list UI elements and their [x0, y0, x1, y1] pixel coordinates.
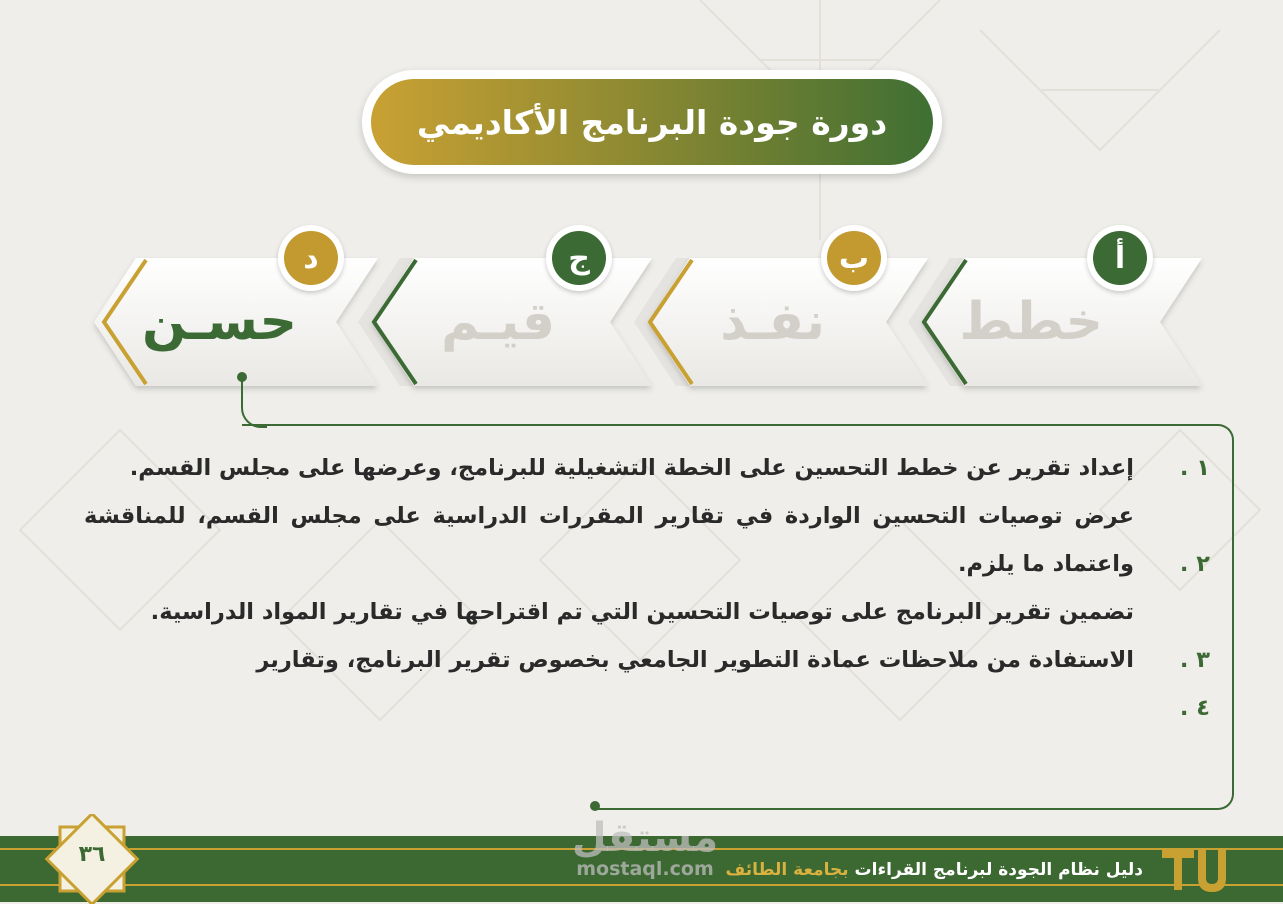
- list-item-1: إعداد تقرير عن خطط التحسين على الخطة التشغيلية للبرنامج، وعرضها على مجلس القسم.: [129, 455, 1134, 481]
- page-number: ٣٦: [78, 842, 106, 867]
- connector-dot-bottom: [590, 801, 600, 811]
- improvement-list: [84, 444, 1134, 684]
- step-letter-d: د: [278, 225, 344, 291]
- list-number-4: ٤ .: [1179, 695, 1210, 721]
- step-word-naffith: نفـذ: [720, 292, 825, 352]
- list-number-1: ١ .: [1179, 455, 1210, 481]
- watermark-arabic: مستقل: [571, 815, 719, 861]
- page-title: دورة جودة البرنامج الأكاديمي: [416, 102, 888, 142]
- step-letter-b: ب: [821, 225, 887, 291]
- footer-title: دليل نظام الجودة لبرنامج القراءات بجامعة الطائف: [725, 860, 1143, 880]
- university-logo-icon: [1160, 846, 1230, 894]
- step-word-hassin: حسـن: [142, 292, 297, 352]
- list-number-2: ٢ .: [1179, 551, 1210, 577]
- list-numbers: [1150, 444, 1210, 732]
- step-letter-j: ج: [546, 225, 612, 291]
- list-number-3: ٣ .: [1179, 647, 1210, 673]
- list-item-2: عرض توصيات التحسين الواردة في تقارير المقررات الدراسية على مجلس القسم، للمناقشة واعتماد ما يلزم.: [84, 503, 1134, 577]
- watermark-latin: mostaql.com: [576, 858, 714, 880]
- watermark: [560, 815, 730, 880]
- step-word-khatt: خطط: [959, 292, 1103, 352]
- list-item-3: تضمين تقرير البرنامج على توصيات التحسين التي تم اقتراحها في تقارير المواد الدراسية.: [150, 599, 1134, 625]
- step-letter-a: أ: [1087, 225, 1153, 291]
- footer-gold-line-bottom: [0, 884, 1283, 886]
- cycle-chevrons: [0, 0, 1283, 420]
- frame-top-line: [242, 424, 602, 426]
- step-word-qayyim: قيـم: [441, 292, 555, 352]
- list-item-4: الاستفادة من ملاحظات عمادة التطوير الجامعي بخصوص تقرير البرنامج، وتقارير: [256, 647, 1134, 673]
